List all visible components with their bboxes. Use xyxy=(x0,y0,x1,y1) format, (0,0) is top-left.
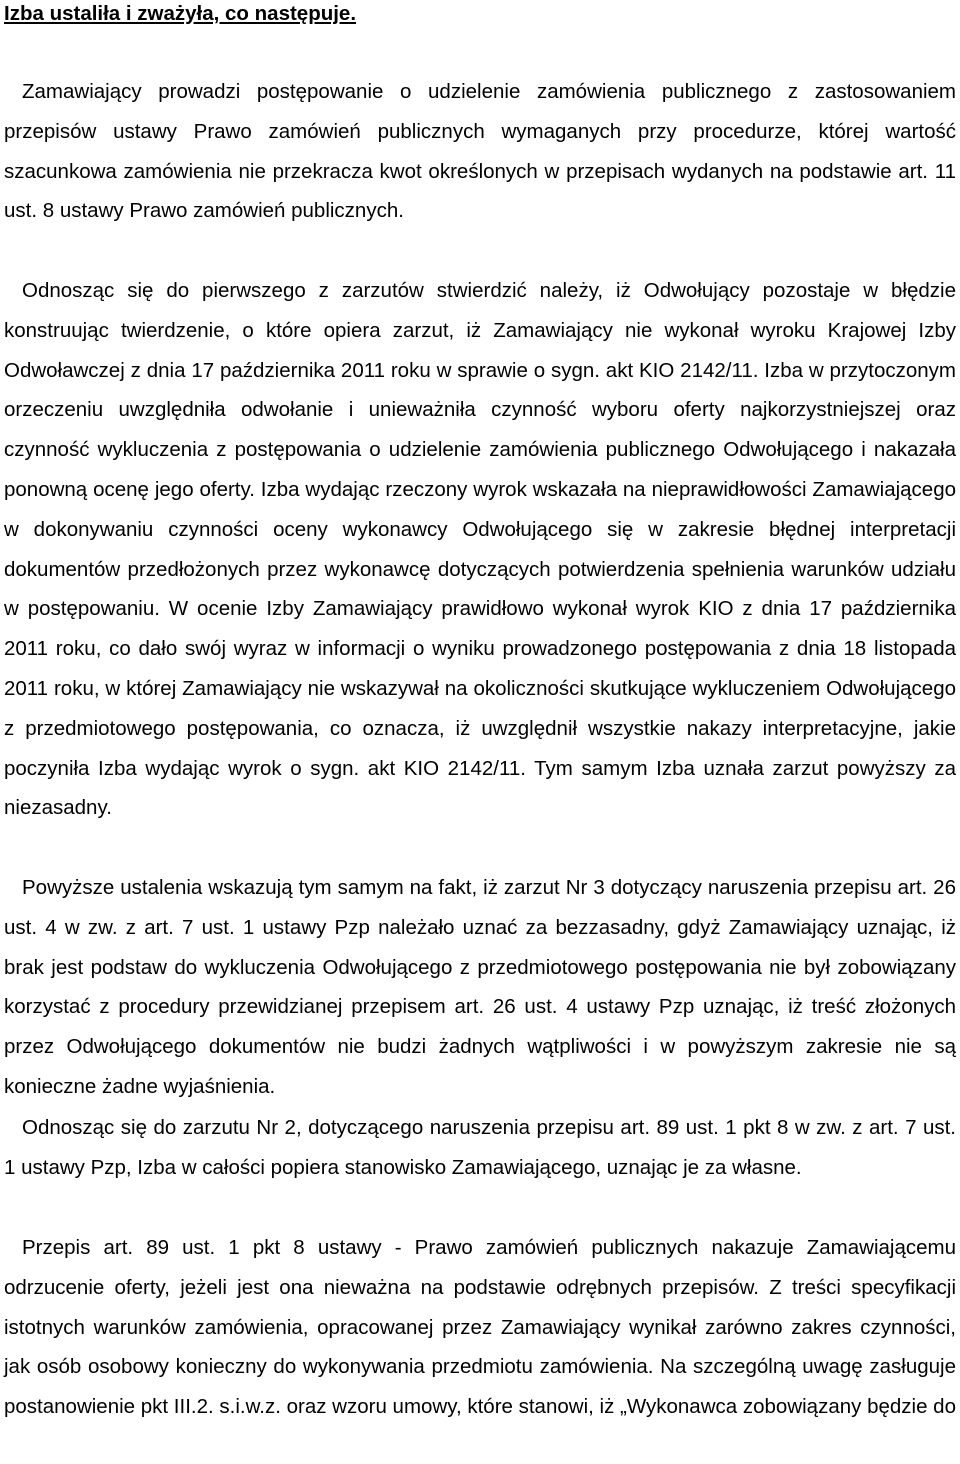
paragraph-first-charge: Odnosząc się do pierwszego z zarzutów stwierdzić należy, iż Odwołujący pozostaje w błędzie konstruując twierdzenie, o które opiera zarzut, iż Zamawiający nie wykonał wyroku Krajowej Izby Odwoławczej z dnia 17 października 2011 roku w sprawie o sygn. akt KIO 2142/11. Izba w przytoczonym orzeczeniu uwzględniła odwołanie i unieważniła czynność wyboru oferty najkorzystniejszej oraz czynność wykluczenia z postępowania o udzielenie zamówienia publicznego Odwołującego i nakazała ponowną ocenę jego oferty. Izba wydając rzeczony wyrok wskazała na nieprawidłowości Zamawiającego w dokonywaniu czynności oceny wykonawcy Odwołującego się w zakresie błędnej interpretacji dokumentów przedłożonych przez wykonawcę dotyczących potwierdzenia spełnienia warunków udziału w postępowaniu. W ocenie Izby Zamawiający prawidłowo wykonał wyrok KIO z dnia 17 października 2011 roku, co dało swój wyraz w informacji o wyniku prowadzonego postępowania z dnia 18 listopada 2011 roku, w której Zamawiający nie wskazywał na okoliczności skutkujące wykluczeniem Odwołującego z przedmiotowego postępowania, co oznacza, iż uwzględnił wszystkie nakazy interpretacyjne, jakie poczyniła Izba wydając wyrok o sygn. akt KIO 2142/11. Tym samym Izba uznała zarzut powyższy za niezasadny. xyxy=(4,279,956,820)
document-heading: Izba ustaliła i zważyła, co następuje. xyxy=(4,2,357,25)
paragraph-art-89: Przepis art. 89 ust. 1 pkt 8 ustawy - Prawo zamówień publicznych nakazuje Zamawiającemu odrzucenie oferty, jeżeli jest ona nieważna na podstawie odrębnych przepisów. Z treści specyfikacji istotnych warunków zamówienia, opracowanej przez Zamawiający wynikał zarówno zakres czynności, jak osób osobowy konieczny do wykonywania przedmiotu zamówienia. Na szczególną uwagę zasługuje postanowienie pkt III.2. s.i.w.z. oraz wzoru umowy, które stanowi, iż „Wykonawca zobowiązany będzie do xyxy=(4,1236,956,1419)
paragraph-procedure: Zamawiający prowadzi postępowanie o udzielenie zamówienia publicznego z zastosowaniem przepisów ustawy Prawo zamówień publicznych wymaganych przy procedurze, której wartość szacunkowa zamówienia nie przekracza kwot określonych w przepisach wydanych na podstawie art. 11 ust. 8 ustawy Prawo zamówień publicznych. xyxy=(4,80,956,223)
paragraph-charge-3: Powyższe ustalenia wskazują tym samym na fakt, iż zarzut Nr 3 dotyczący naruszenia przepisu art. 26 ust. 4 w zw. z art. 7 ust. 1 ustawy Pzp należało uznać za bezzasadny, gdyż Zamawiający uznając, iż brak jest podstaw do wykluczenia Odwołującego z przedmiotowego postępowania nie był zobowiązany korzystać z procedury przewidzianej przepisem art. 26 ust. 4 ustawy Pzp uznając, iż treść złożonych przez Odwołującego dokumentów nie budzi żadnych wątpliwości i w powyższym zakresie nie są konieczne żadne wyjaśnienia. xyxy=(4,876,956,1098)
paragraph-charge-2: Odnosząc się do zarzutu Nr 2, dotyczącego naruszenia przepisu art. 89 ust. 1 pkt 8 w zw. z art. 7 ust. 1 ustawy Pzp, Izba w całości popiera stanowisko Zamawiającego, uznając je za własne. xyxy=(4,1116,956,1179)
